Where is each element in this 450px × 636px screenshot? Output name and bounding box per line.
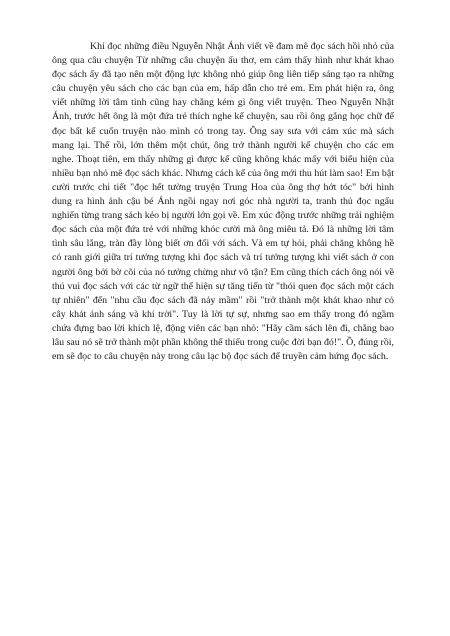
body-paragraph: Khi đọc những điều Nguyễn Nhật Ánh viết về đam mê đọc sách hồi nhỏ của ông qua câu chuyện Từ những câu chuyện ấu thơ, em cảm thấy hình như khát khao đọc sách ấy đã tạo nên một động lực không nhỏ giúp ông liên tiếp sáng tạo ra những câu chuyện yêu sách cho các bạn của em, hấp dẫn cho trẻ em. Em phát hiện ra, ông viết những lời tâm tình cũng hay chẳng kém gì ông viết truyện. Theo Nguyễn Nhật Ánh, trước hết ông là một đứa trẻ thích nghe kể chuyện, sau rồi ông gắng học chữ để đọc bất kể cuốn truyện nào mình có trong tay. Ông say sưa với cảm xúc mà sách mang lại. Thế rồi, lớn thêm một chút, ông trở thành người kể chuyện cho các em nghe. Thoạt tiên, em thấy những gì được kể cũng không khác mấy với biểu hiện của nhiều bạn nhỏ mê đọc sách khác. Nhưng cách kể của ông mới thu hút làm sao! Em bật cười trước chi tiết "đọc hết tường truyện Trung Hoa của ông thợ hớt tóc" bởi hình dung ra hình ảnh cậu bé Ánh ngồi ngay nơi góc nhà người ta, tranh thủ đọc ngấu nghiến từng trang sách kẻo bị người lớn gọi về. Em xúc động trước những trải nghiệm đọc sách của một đứa trẻ với những khóc cười mà ông miêu tả. Đó là những lời tâm tình sâu lắng, tràn đầy lòng biết ơn đối với sách. Và em tự hỏi, phải chăng không hề có ranh giới giữa trí tưởng tượng khi đọc sách và trí tưởng tượng khi viết sách ở con người ông bởi bờ cõi của nó tưởng chừng như vô tận? Em cũng thích cách ông nói về thú vui đọc sách với các từ ngữ thể hiện sự tăng tiến từ "thói quen đọc sách một cách tự nhiên" đến "nhu cầu đọc sách đã nảy mầm" rồi "trở thành một khát khao như cỏ cây khát ánh sáng và khí trời". Tuy là lời tự sự, nhưng sao em thấy trong đó ngầm chứa đựng bao lời khích lệ, động viên các bạn nhỏ: "Hãy cầm sách lên đi, chẳng bao lâu sau nó sẽ trở thành một phần không thể thiếu trong cuộc đời bạn đó!". Ồ, đúng rồi, em sẽ đọc to câu chuyện này trong câu lạc bộ đọc sách để truyền cảm hứng đọc sách. [52, 41, 394, 363]
